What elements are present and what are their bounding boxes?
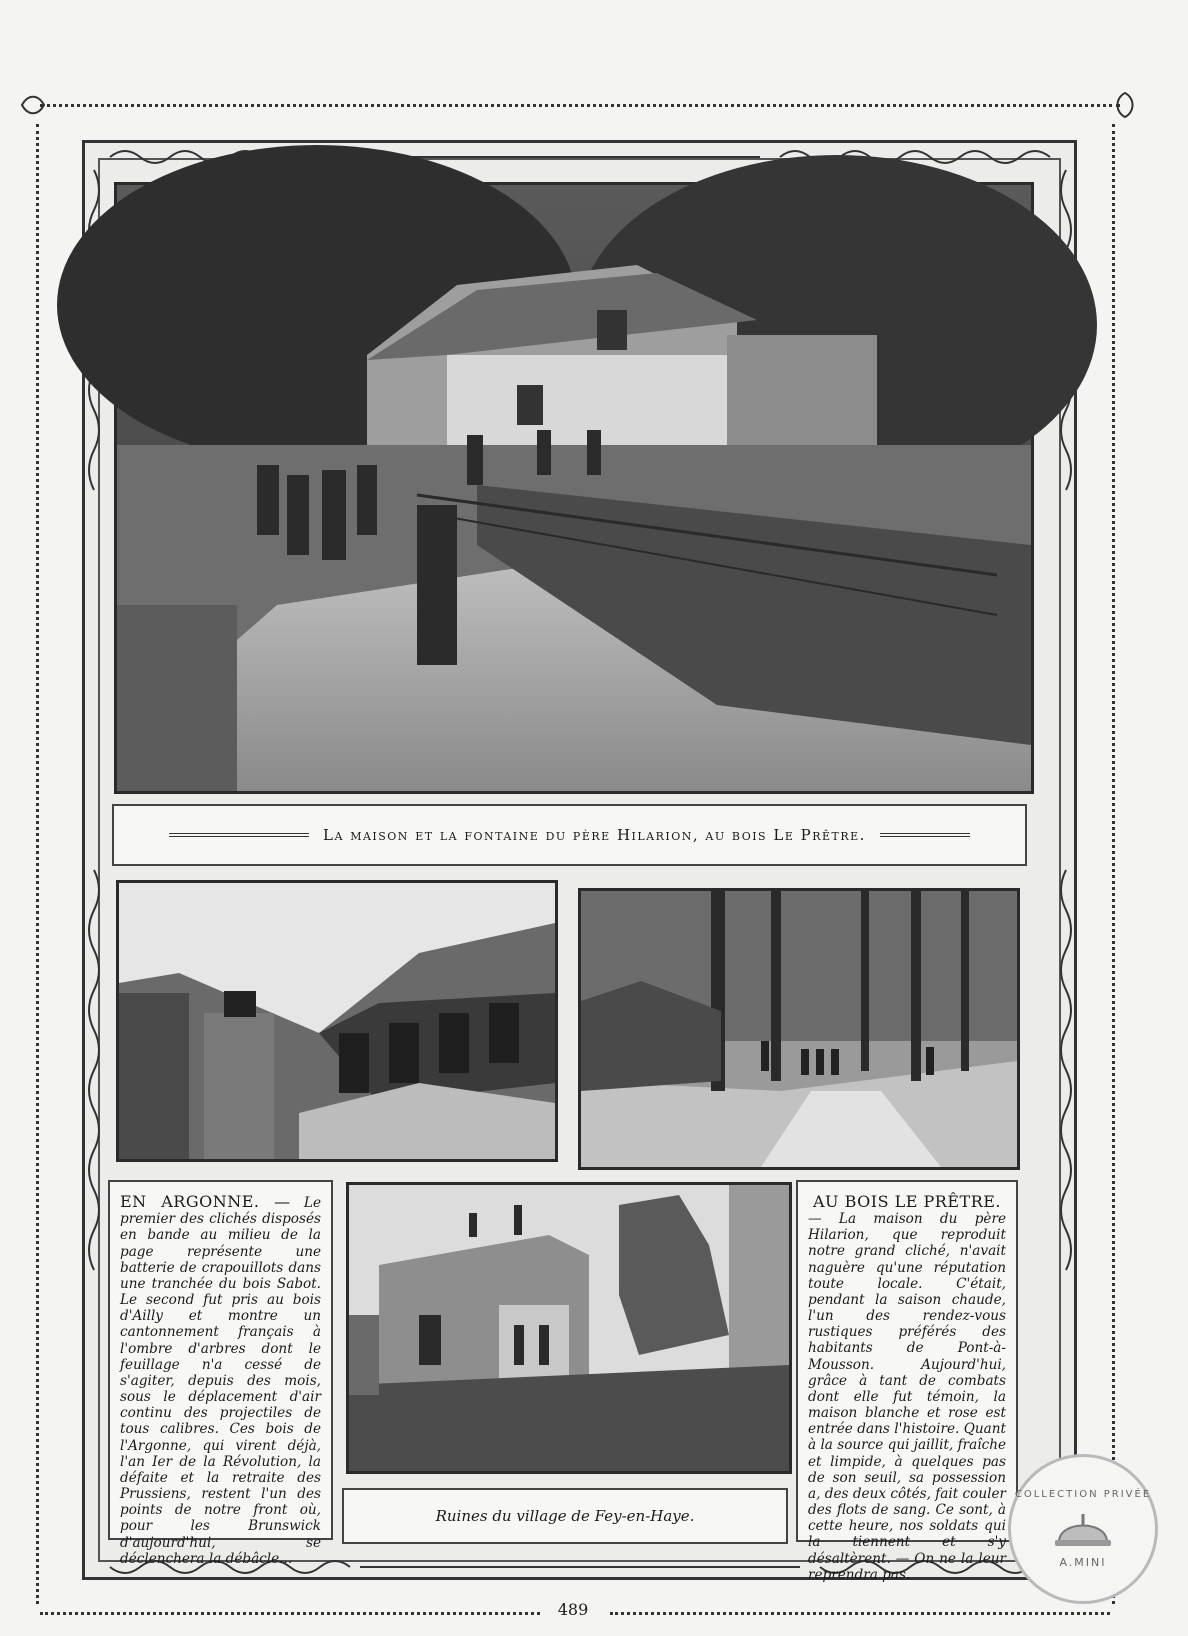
argonne-text-box xyxy=(108,1180,333,1567)
page-number: 489 xyxy=(557,1600,589,1619)
helmet-icon xyxy=(1053,1506,1113,1550)
trench-photo-bois-sabot xyxy=(116,880,558,1162)
forest-photo-bois-ailly xyxy=(578,888,1020,1170)
bottom-rule-right xyxy=(610,1612,1110,1615)
bois-le-pretre-body: — La maison du père Hilarion, que reproduit notre grand cliché, n'avait naguère qu'une réputation toute locale. C'était, pendant la saison chaude, l'un des rendez-vous rustiques préférés des habitants de Pont-à-Mousson. Aujourd'hui, grâce à tant de combats dont elle fut témoin, la maison blanche et rose est entrée dans l'histoire. Quant à la source qui jaillit, fraîche et limpide, à quelques pas de son seuil, sa possession a, des deux côtés, fait couler des flots de sang. Ce sont, à cette heure, nos soldats qui la tiennent et s'y désaltèrent. — On ne la leur reprendra pas. xyxy=(808,1211,1006,1583)
stamp-bottom-text: A.MINI xyxy=(1059,1556,1107,1569)
main-caption-box xyxy=(112,804,1027,866)
ruins-photo-fey-en-haye xyxy=(346,1182,792,1474)
left-rule xyxy=(36,124,39,1604)
top-left-ornament xyxy=(18,90,48,120)
ruins-caption: Ruines du village de Fey-en-Haye. xyxy=(435,1507,695,1525)
stamp-top-text: COLLECTION PRIVÉE xyxy=(1014,1489,1152,1500)
main-photo-hilarion-house xyxy=(114,182,1034,794)
main-caption: La maison et la fontaine du père Hilarion, au bois Le Prêtre. xyxy=(323,826,866,844)
top-rule xyxy=(40,104,1120,107)
top-right-ornament xyxy=(1110,90,1140,120)
bois-le-pretre-text-box xyxy=(796,1180,1018,1583)
argonne-body: Le premier des clichés disposés en bande au milieu de la page représente une batterie de crapouillots dans une tranchée du bois Sabot. Le second fut pris au bois d'Ailly et montre un cantonnement français à l'ombre d'arbres dont le feuillage n'a cessé de s'agiter, depuis des mois, sous le déplacement d'air continu des projectiles de tous calibres. Ces bois de l'Argonne, qui virent déjà, l'an Ier de la Révolution, la défaite et la retraite des Prussiens, restent l'un des points de notre front où, pour les Brunswick d'aujourd'hui, se déclenchera la débâcle... xyxy=(120,1195,321,1567)
ruins-caption-box xyxy=(342,1488,788,1544)
bois-le-pretre-heading: AU BOIS LE PRÊTRE. xyxy=(812,1192,1002,1211)
caption-rule-right xyxy=(880,833,970,837)
right-rule xyxy=(1112,124,1115,1604)
argonne-heading: EN ARGONNE. — xyxy=(120,1192,291,1211)
collection-stamp xyxy=(1008,1454,1158,1604)
bottom-rule-left xyxy=(40,1612,540,1615)
caption-rule-left xyxy=(169,833,309,837)
